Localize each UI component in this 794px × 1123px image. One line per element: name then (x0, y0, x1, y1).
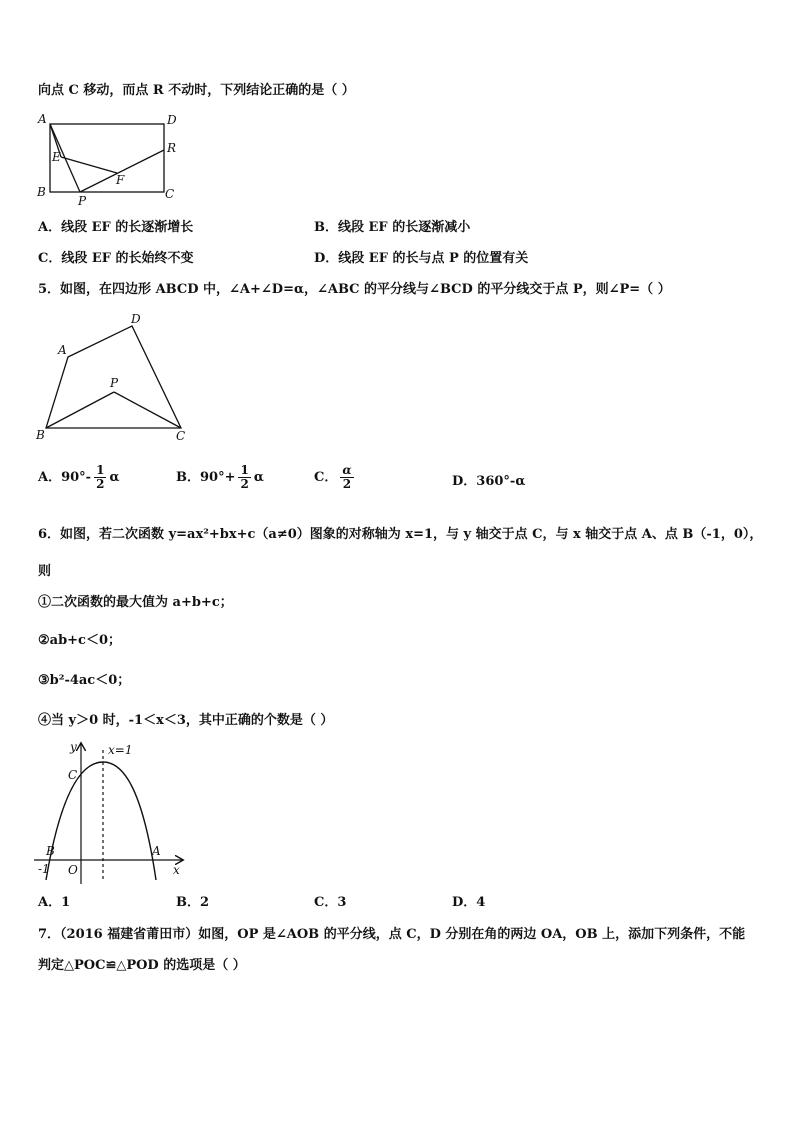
q4-option-c[interactable] (38, 251, 194, 267)
q5-option-b-numerator: 1 (240, 463, 249, 477)
q4-label-d: D (167, 113, 177, 127)
q5-option-b-suffix: α (253, 470, 264, 485)
q6-label-c: C (68, 768, 78, 782)
q5-option-a[interactable] (38, 464, 119, 491)
q6-option-a[interactable]: A．1 (38, 895, 71, 910)
q5-label-d: D (131, 312, 141, 326)
q5-option-b-prefix: 90°+ (200, 470, 236, 485)
q5-segment-pc (114, 392, 181, 428)
q7-stem-line1: 7．（2016 福建省莆田市）如图，OP 是∠AOB 的平分线，点 C，D 分别在角的两边 OA，OB 上，添加下列条件，不能 (38, 927, 746, 942)
q4-option-a[interactable] (38, 220, 193, 236)
q5-label-b: B (36, 428, 45, 442)
q5-option-a-letter: A． (38, 470, 62, 485)
q4-option-b-text: 线段 EF 的长逐渐减小 (338, 220, 471, 235)
q6-stem-line2: 则 (38, 564, 52, 579)
q6-item-4: ④当 y＞0 时，-1＜x＜3，其中正确的个数是（ ） (38, 713, 334, 728)
q4-label-e: E (52, 150, 61, 164)
q4-label-c: C (165, 187, 175, 201)
q6-stem-line1: 6．如图，若二次函数 y=ax²+bx+c（a≠0）图象的对称轴为 x=1，与 y 轴交于点 C，与 x 轴交于点 A、点 B（-1，0）， (38, 527, 763, 542)
q4-label-f: F (116, 173, 125, 187)
q5-option-a-prefix: 90°- (61, 470, 92, 485)
q4-label-a: A (38, 112, 47, 126)
q6-label-y: y (70, 740, 77, 754)
q4-option-a-text: 线段 EF 的长逐渐增长 (61, 220, 194, 235)
q5-option-c-denominator: 2 (342, 477, 352, 491)
q5-option-a-numerator: 1 (96, 463, 105, 477)
q5-stem: 5．如图，在四边形 ABCD 中，∠A+∠D=α，∠ABC 的平分线与∠BCD 的平分线交于点 P，则∠P=（ ） (38, 282, 671, 297)
q6-figure (34, 740, 194, 880)
q5-option-b-fraction (238, 464, 250, 491)
q5-option-a-suffix: α (109, 470, 120, 485)
q4-label-p: P (78, 194, 87, 208)
q4-label-b: B (37, 185, 46, 199)
q4-option-d[interactable] (314, 251, 528, 267)
q5-option-a-denominator: 2 (96, 477, 105, 491)
q6-label-minus-one: -1 (38, 862, 50, 876)
q5-label-c: C (176, 429, 186, 443)
q5-option-d[interactable] (452, 474, 525, 490)
q5-label-p: P (110, 376, 119, 390)
q6-label-symmetry: x=1 (108, 743, 133, 757)
q4-option-b[interactable] (314, 220, 470, 236)
q4-stem: 向点 C 移动，而点 R 不动时，下列结论正确的是（ ） (38, 83, 355, 98)
q6-option-d[interactable]: D．4 (452, 895, 486, 910)
q6-parabola (46, 762, 156, 880)
q5-option-b-letter: B． (176, 470, 200, 485)
q5-option-d-letter: D． (452, 474, 477, 489)
q5-option-c-fraction (340, 464, 353, 491)
q6-label-o: O (68, 863, 78, 877)
q4-label-r: R (167, 141, 177, 155)
q6-item-1: ①二次函数的最大值为 a+b+c； (38, 595, 233, 610)
q5-option-c-letter: C． (314, 470, 338, 485)
q6-option-b[interactable]: B．2 (176, 895, 210, 910)
q4-option-d-text: 线段 EF 的长与点 P 的位置有关 (338, 251, 529, 266)
q6-label-b: B (46, 844, 55, 858)
q5-option-a-fraction (94, 464, 106, 491)
q4-option-a-letter: A． (38, 220, 62, 235)
q6-item-2: ②ab+c＜0； (38, 633, 122, 648)
q5-option-c[interactable] (314, 464, 357, 491)
q6-option-c[interactable]: C．3 (314, 895, 347, 910)
q4-option-c-letter: C． (38, 251, 62, 266)
q5-option-b[interactable] (176, 464, 264, 491)
q4-option-c-text: 线段 EF 的长始终不变 (61, 251, 194, 266)
q6-item-3: ③b²-4ac＜0； (38, 673, 131, 688)
q6-label-a: A (152, 844, 161, 858)
q5-figure (34, 310, 194, 445)
q5-label-a: A (58, 343, 67, 357)
q4-option-d-letter: D． (314, 251, 339, 266)
q4-segment-ef (61, 157, 117, 173)
q4-figure (34, 110, 194, 210)
q5-segment-bp (46, 392, 114, 428)
q4-option-b-letter: B． (314, 220, 338, 235)
q5-option-b-denominator: 2 (240, 477, 249, 491)
q5-option-c-numerator: α (342, 463, 352, 477)
q5-option-d-text: 360°-α (476, 474, 526, 489)
q7-stem-line2: 判定△POC≌△POD 的选项是（ ） (38, 958, 246, 973)
q6-label-x: x (173, 863, 180, 877)
